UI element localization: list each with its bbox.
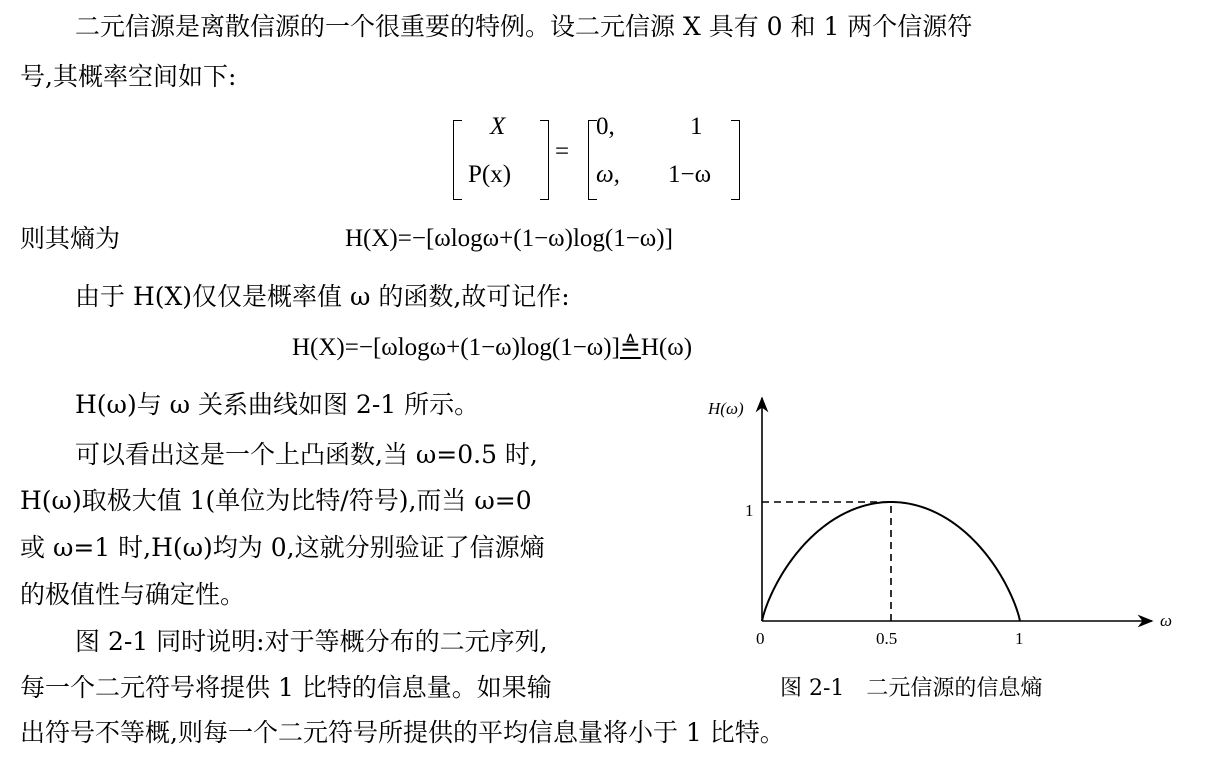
y-tick-label-1: 1 — [745, 501, 754, 520]
matrix-equals: = — [555, 138, 570, 165]
paragraph-4-line-2: H(ω)取极大值 1(单位为比特/符号),而当 ω=0 — [20, 486, 532, 515]
matrix-right-top-1: 0, — [596, 113, 615, 140]
define-symbol: ≜ — [619, 334, 641, 361]
entropy-label: 则其熵为 — [20, 224, 121, 253]
y-axis-label: H(ω) — [708, 399, 744, 418]
paragraph-4-line-1: 可以看出这是一个上凸函数,当 ω=0.5 时, — [75, 440, 538, 469]
matrix-right-bottom-2: 1−ω — [668, 161, 712, 188]
matrix-right-top-2: 1 — [690, 113, 703, 140]
right-bracket-close — [731, 120, 740, 200]
matrix-right-bottom-1: ω, — [596, 161, 620, 188]
paragraph-4-line-4: 的极值性与确定性。 — [20, 580, 246, 609]
equation-2-rhs: H(ω) — [640, 334, 693, 361]
paragraph-4-line-3: 或 ω=1 时,H(ω)均为 0,这就分别验证了信源熵 — [20, 533, 545, 562]
paragraph-1-line-2: 号,其概率空间如下: — [20, 62, 237, 91]
paragraph-5-line-2: 每一个二元符号将提供 1 比特的信息量。如果输 — [20, 673, 552, 702]
x-tick-label-0: 0 — [756, 629, 765, 648]
paragraph-1-line-1: 二元信源是离散信源的一个很重要的特例。设二元信源 X 具有 0 和 1 两个信源符 — [75, 12, 973, 41]
left-bracket-close — [540, 120, 549, 200]
equation-2 — [292, 333, 692, 363]
x-tick-label-0.5: 0.5 — [876, 629, 898, 648]
x-axis-label: ω — [1160, 611, 1173, 630]
left-bracket-open — [453, 120, 462, 200]
figure-caption: 图 2-1 二元信源的信息熵 — [780, 676, 1043, 701]
entropy-chart — [690, 390, 1190, 650]
x-tick-label-1: 1 — [1015, 629, 1024, 648]
matrix-left-bottom: P(x) — [468, 161, 512, 188]
paragraph-2: 由于 H(X)仅仅是概率值 ω 的函数,故可记作: — [75, 282, 570, 311]
entropy-equation: H(X)=−[ωlogω+(1−ω)log(1−ω)] — [345, 225, 673, 252]
paragraph-5-line-3: 出符号不等概,则每一个二元符号所提供的平均信息量将小于 1 比特。 — [20, 718, 785, 747]
paragraph-5-line-1: 图 2-1 同时说明:对于等概分布的二元序列, — [75, 627, 548, 656]
paragraph-3: H(ω)与 ω 关系曲线如图 2-1 所示。 — [75, 390, 480, 419]
equation-2-body: H(X)=−[ωlogω+(1−ω)log(1−ω)] — [292, 334, 620, 361]
matrix-left-top: X — [490, 113, 506, 140]
